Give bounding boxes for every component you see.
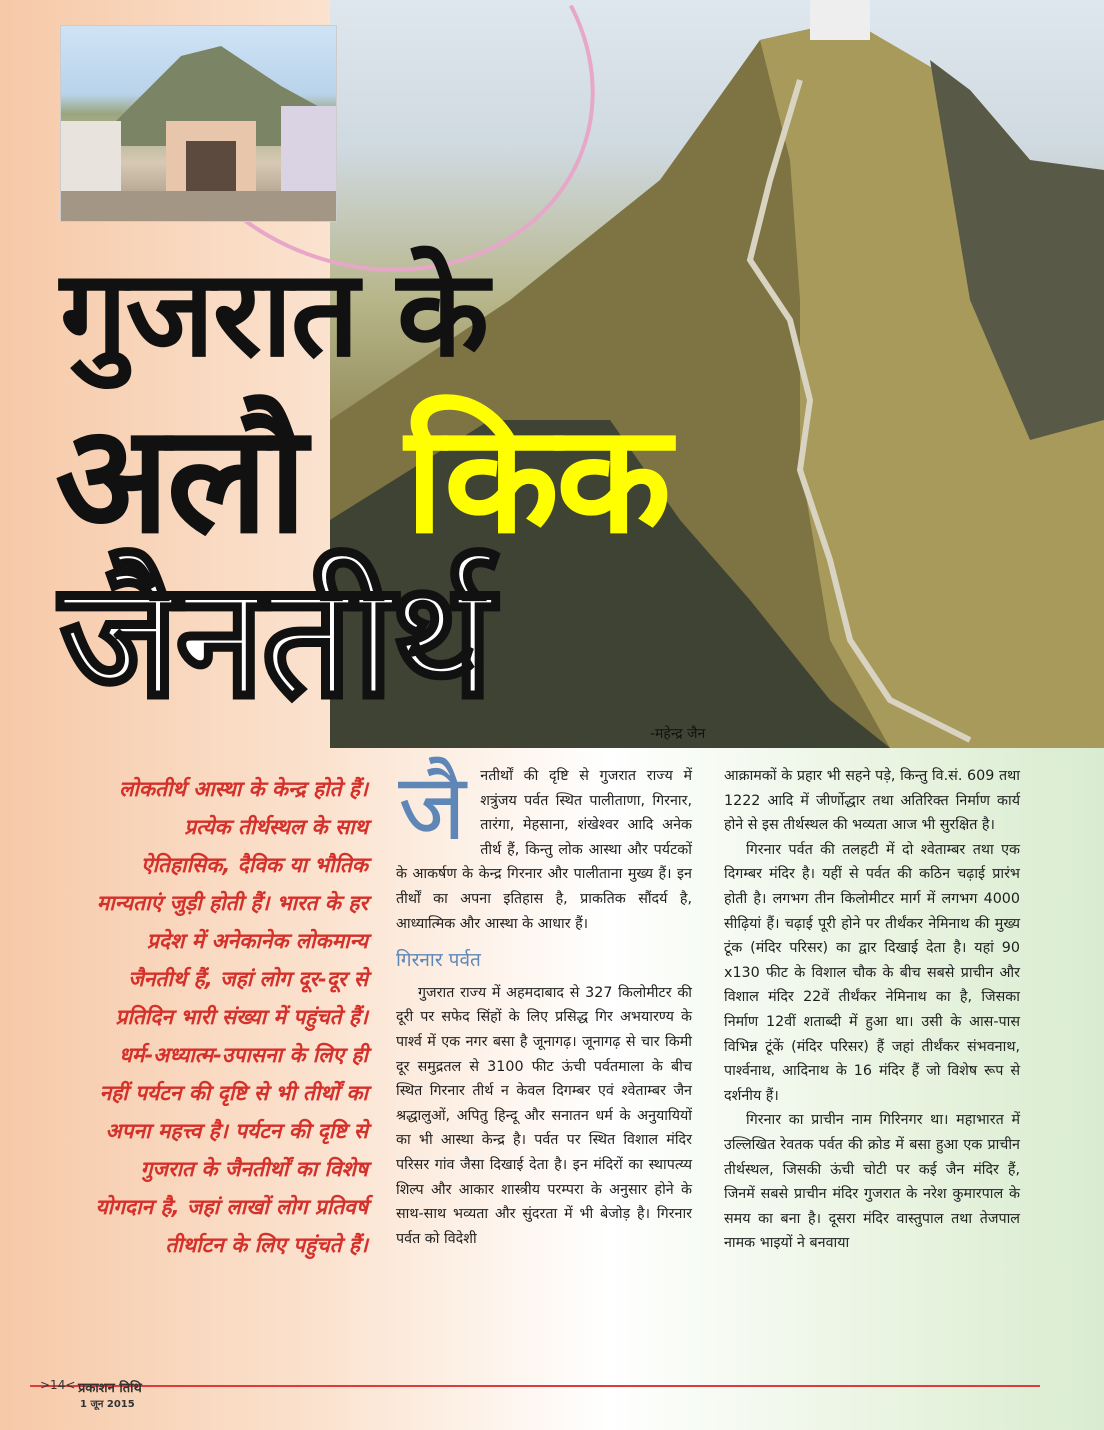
title-line-1: गुजरात के (60, 245, 488, 384)
section-heading: गिरनार पर्वत (396, 949, 481, 972)
publication-name: प्रकाशन तिथि (78, 1381, 142, 1396)
body-column-2 (724, 764, 1020, 1256)
title-line-2-black: अलौ (55, 393, 305, 567)
publication-date: 1 जून 2015 (80, 1399, 135, 1410)
column1-paragraph-1: नतीर्थों की दृष्टि से गुजरात राज्य में शत्रुंजय पर्वत स्थित पालीताणा, गिरनार, तारंगा, मेहसाना, शंखेश्वर आदि अनेक तीर्थ हैं, किन्तु लोक आस्था और पर्यटकों के आकर्षण के केन्द्र गिरनार और पालीताना मुख्य हैं। इन तीर्थों का अपना इतिहास है, प्राकतिक सौंदर्य है, आध्यात्मिक और आस्था के आधार हैं। (396, 768, 692, 932)
title-line-3: जैनतीर्थ (60, 546, 491, 733)
column2-paragraph-2: गिरनार पर्वत की तलहटी में दो श्वेताम्बर तथा एक दिगम्बर मंदिर है। यहीं से पर्वत की कठिन चढ़ाई प्रारंभ होती है। लगभग तीन किलोमीटर मार्ग में लगभग 4000 सीढ़ियां हैं। चढ़ाई पूरी होने पर तीर्थंकर नेमिनाथ की मुख्य टूंक (मंदिर परिसर) का द्वार दिखाई देता है। यहां 90 x130 फीट के विशाल चौक के बीच सबसे प्राचीन और विशाल मंदिर 22वें तीर्थंकर नेमिनाथ का है, जिसका निर्माण 12वीं शताब्दी में हुआ था। उसी के आस-पास विभिन्न टूंकें (मंदिर परिसर) हैं जहां तीर्थंकर संभवनाथ, पार्श्वनाथ, आदिनाथ के 16 मंदिर हैं जो विशेष रूप से दर्शनीय हैं। (724, 841, 1020, 1104)
page-number: >14< (40, 1378, 76, 1392)
drop-cap: जै (398, 754, 467, 861)
title-line-2-yellow: किक (405, 393, 669, 567)
column2-paragraph-1: आक्रामकों के प्रहार भी सहने पड़े, किन्तु वि.सं. 609 तथा 1222 आदि में जीर्णोद्धार तथा अतिरिक्त निर्माण कार्य होने से इस तीर्थस्थल की भव्यता आज भी सुरक्षित है। (724, 768, 1020, 834)
column1-paragraph-2: गुजरात राज्य में अहमदाबाद से 327 किलोमीटर की दूरी पर सफेद सिंहों के लिए प्रसिद्ध गिर अभयारण्य के पार्श्व में एक नगर बसा है जूनागढ़। जूनागढ़ से चार किमी दूर समुद्रतल से 3100 फीट ऊंची पर्वतमाला के बीच स्थित गिरनार तीर्थ न केवल दिगम्बर एवं श्वेताम्बर जैन श्रद्धालुओं, अपितु हिन्दू और सनातन धर्म के अनुयायियों का भी आस्था केन्द्र है। पर्वत पर स्थित विशाल मंदिर परिसर गांव जैसा दिखाई देता है। इन मंदिरों का स्थापत्य्य शिल्प और आकार शास्त्रीय परम्परा के अनुसार होने के साथ-साथ भव्यता और सुंदरता में भी बेजोड़ है। गिरनार पर्वत को विदेशी (396, 984, 692, 1247)
footer-rule (30, 1385, 1040, 1387)
author-byline: -महेन्द्र जैन (650, 726, 706, 742)
intro-paragraph: लोकतीर्थ आस्था के केन्द्र होते हैं। प्रत्येक तीर्थस्थल के साथ ऐतिहासिक, दैविक या भौतिक मान्यताएं जुड़ी होती हैं। भारत के हर प्रदेश में अनेकानेक लोकमान्य जैनतीर्थ हैं, जहां लोग दूर-दूर से प्रतिदिन भारी संख्या में पहुंचते हैं। धर्म-अध्यात्म-उपासना के लिए ही नहीं पर्यटन की दृष्टि से भी तीर्थों का अपना महत्त्व है। पर्यटन की दृष्टि से गुजरात के जैनतीर्थों का विशेष योगदान है, जहां लाखों लोग प्रतिवर्ष तीर्थाटन के लिए पहुंचते हैं। (95, 777, 368, 1257)
body-column-1 (396, 754, 692, 1251)
column2-paragraph-3: गिरनार का प्राचीन नाम गिरिनगर था। महाभारत में उल्लिखित रेवतक पर्वत की क्रोड में बसा हुआ एक प्राचीन तीर्थस्थल, जिसकी ऊंची चोटी पर कई जैन मंदिर हैं, जिनमें सबसे प्राचीन मंदिर गुजरात के नरेश कुमारपाल के समय का बना है। दूसरा मंदिर वास्तुपाल तथा तेजपाल नामक भाइयों ने बनवाया (724, 1112, 1020, 1252)
